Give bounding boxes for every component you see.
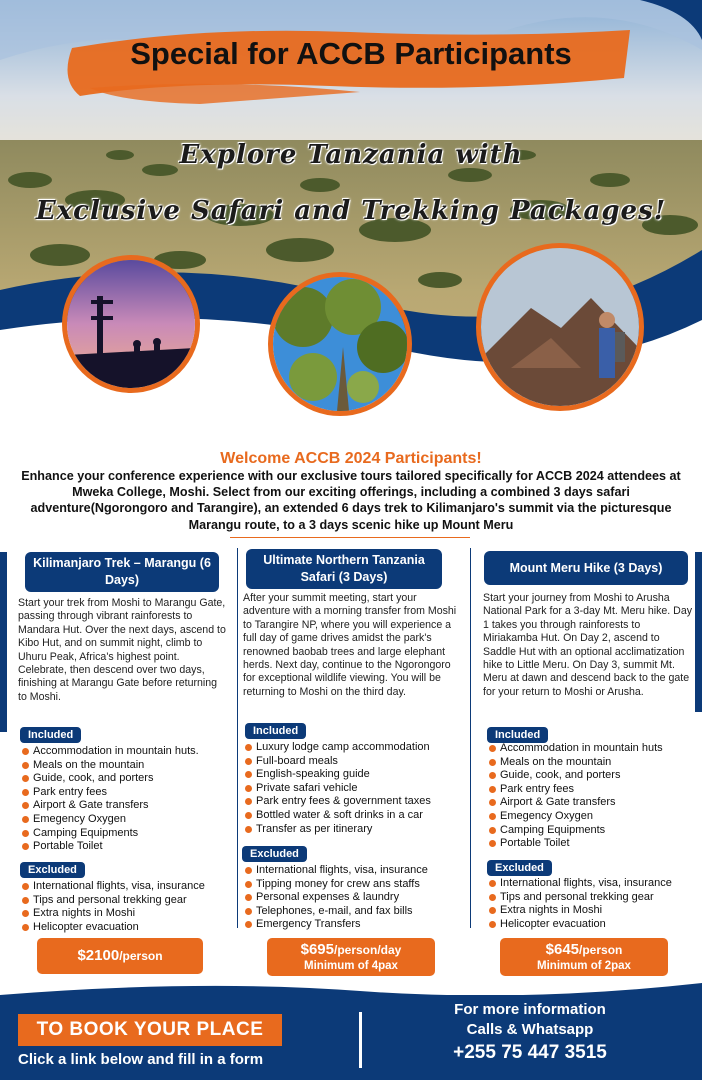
left-accent-bar xyxy=(0,552,7,732)
list-item: Park entry fees xyxy=(489,783,663,797)
list-item: Portable Toilet xyxy=(489,837,663,851)
list-item: Portable Toilet xyxy=(22,840,199,854)
welcome-heading: Welcome ACCB 2024 Participants! xyxy=(220,450,482,467)
included-list xyxy=(22,745,199,854)
book-button[interactable]: TO BOOK YOUR PLACE xyxy=(18,1014,282,1046)
list-item: Camping Equipments xyxy=(489,824,663,838)
phone-number[interactable]: +255 75 447 3515 xyxy=(453,1042,607,1063)
excluded-list xyxy=(22,880,205,934)
list-item: Helicopter evacuation xyxy=(22,921,205,935)
tagline-line-1: Explore Tanzania with xyxy=(179,140,523,170)
package-title: Ultimate Northern Tanzania Safari (3 Days) xyxy=(246,549,442,589)
footer-divider xyxy=(359,1012,362,1068)
included-label: Included xyxy=(487,727,548,743)
tagline-line-2: Exclusive Safari and Trekking Packages! xyxy=(35,196,667,226)
list-item: Full-board meals xyxy=(245,755,431,769)
page-title: Special for ACCB Participants xyxy=(130,36,572,71)
price-amount: $645 xyxy=(545,941,580,958)
kilimanjaro-summit-photo xyxy=(62,255,200,393)
list-item: Tipping money for crew ans staffs xyxy=(245,878,428,892)
price-badge xyxy=(267,938,435,976)
excluded-list xyxy=(489,877,672,931)
included-list xyxy=(245,741,431,836)
excluded-label: Excluded xyxy=(487,860,552,876)
list-item: Tips and personal trekking gear xyxy=(489,891,672,905)
rainforest-photo xyxy=(268,272,412,416)
list-item: Guide, cook, and porters xyxy=(22,772,199,786)
package-description: Start your trek from Moshi to Marangu Gate, passing through vibrant rainforests to Mandara Hut. Over the next days, ascend to Kibo Hut, and on summit night, climb to Uhuru Peak, Africa's highest point. Celebrate, then descend over two days, finishing at Marangu Gate before returning to Moshi. xyxy=(18,597,226,703)
list-item: Emegency Oxygen xyxy=(22,813,199,827)
price-amount: $2100 xyxy=(77,947,120,964)
intro-divider xyxy=(230,537,470,538)
package-description: Start your journey from Moshi to Arusha National Park for a 3-day Mt. Meru hike. Day 1 takes you through rainforests to Miriakamba Hut. On Day 2, ascend to Saddle Hut with an optional acclimatization hike to Little Meru. On Day 3, summit Mt. Meru at dawn and descend back to the gate for your return to Moshi or Arusha. xyxy=(483,592,693,698)
excluded-label: Excluded xyxy=(20,862,85,878)
list-item: Park entry fees xyxy=(22,786,199,800)
price-badge xyxy=(37,938,203,974)
list-item: International flights, visa, insurance xyxy=(245,864,428,878)
list-item: Tips and personal trekking gear xyxy=(22,894,205,908)
package-title: Mount Meru Hike (3 Days) xyxy=(484,551,688,585)
list-item: Meals on the mountain xyxy=(489,756,663,770)
included-label: Included xyxy=(245,723,306,739)
excluded-list xyxy=(245,864,428,932)
list-item: Emergency Transfers xyxy=(245,918,428,932)
list-item: Accommodation in mountain huts. xyxy=(22,745,199,759)
list-item: Camping Equipments xyxy=(22,827,199,841)
list-item: International flights, visa, insurance xyxy=(22,880,205,894)
package-title: Kilimanjaro Trek – Marangu (6 Days) xyxy=(25,552,219,592)
list-item: Private safari vehicle xyxy=(245,782,431,796)
list-item: Telephones, e-mail, and fax bills xyxy=(245,905,428,919)
info-line-1: For more information xyxy=(454,1001,606,1018)
price-unit: /person/day xyxy=(334,943,402,957)
price-unit: /person xyxy=(579,943,623,957)
minimum-pax: Minimum of 4pax xyxy=(304,960,398,972)
included-list xyxy=(489,742,663,851)
list-item: International flights, visa, insurance xyxy=(489,877,672,891)
list-item: Emegency Oxygen xyxy=(489,810,663,824)
excluded-label: Excluded xyxy=(242,846,307,862)
list-item: Airport & Gate transfers xyxy=(22,799,199,813)
intro-paragraph: Enhance your conference experience with our exclusive tours tailored specifically for ACCB 2024 attendees at Mweka College, Moshi. Select from our exciting offerings, including a combined 3 days safari adventure(Ngorongoro and Tarangire), an extended 6 days trek to Kilimanjaro's summit via the picturesque Marangu route, to a 3 days scenic hike up Mount Meru xyxy=(21,469,681,532)
price-amount: $695 xyxy=(300,941,334,958)
book-subtext: Click a link below and fill in a form xyxy=(18,1051,264,1068)
right-accent-bar xyxy=(695,552,702,712)
included-label: Included xyxy=(20,727,81,743)
list-item: Transfer as per itinerary xyxy=(245,823,431,837)
list-item: Airport & Gate transfers xyxy=(489,796,663,810)
list-item: Extra nights in Moshi xyxy=(489,904,672,918)
list-item: Meals on the mountain xyxy=(22,759,199,773)
list-item: Extra nights in Moshi xyxy=(22,907,205,921)
list-item: Park entry fees & government taxes xyxy=(245,795,431,809)
list-item: Luxury lodge camp accommodation xyxy=(245,741,431,755)
column-divider-1 xyxy=(237,548,238,928)
list-item: Personal expenses & laundry xyxy=(245,891,428,905)
package-description: After your summit meeting, start your adventure with a morning transfer from Moshi to Tarangire NP, where you will experience a full day of game drives amidst the park's renowned baobab trees and large elephant herds. Next day, continue to the Ngorongoro for exceptional wildlife viewing. You will be returning to Moshi on the third day. xyxy=(243,592,457,698)
price-badge xyxy=(500,938,668,976)
list-item: English-speaking guide xyxy=(245,768,431,782)
price-unit: /person xyxy=(119,949,163,963)
minimum-pax: Minimum of 2pax xyxy=(537,960,631,972)
list-item: Helicopter evacuation xyxy=(489,918,672,932)
list-item: Accommodation in mountain huts xyxy=(489,742,663,756)
list-item: Guide, cook, and porters xyxy=(489,769,663,783)
column-divider-2 xyxy=(470,548,471,928)
mount-meru-photo xyxy=(476,243,644,411)
list-item: Bottled water & soft drinks in a car xyxy=(245,809,431,823)
info-line-2: Calls & Whatsapp xyxy=(466,1021,594,1038)
